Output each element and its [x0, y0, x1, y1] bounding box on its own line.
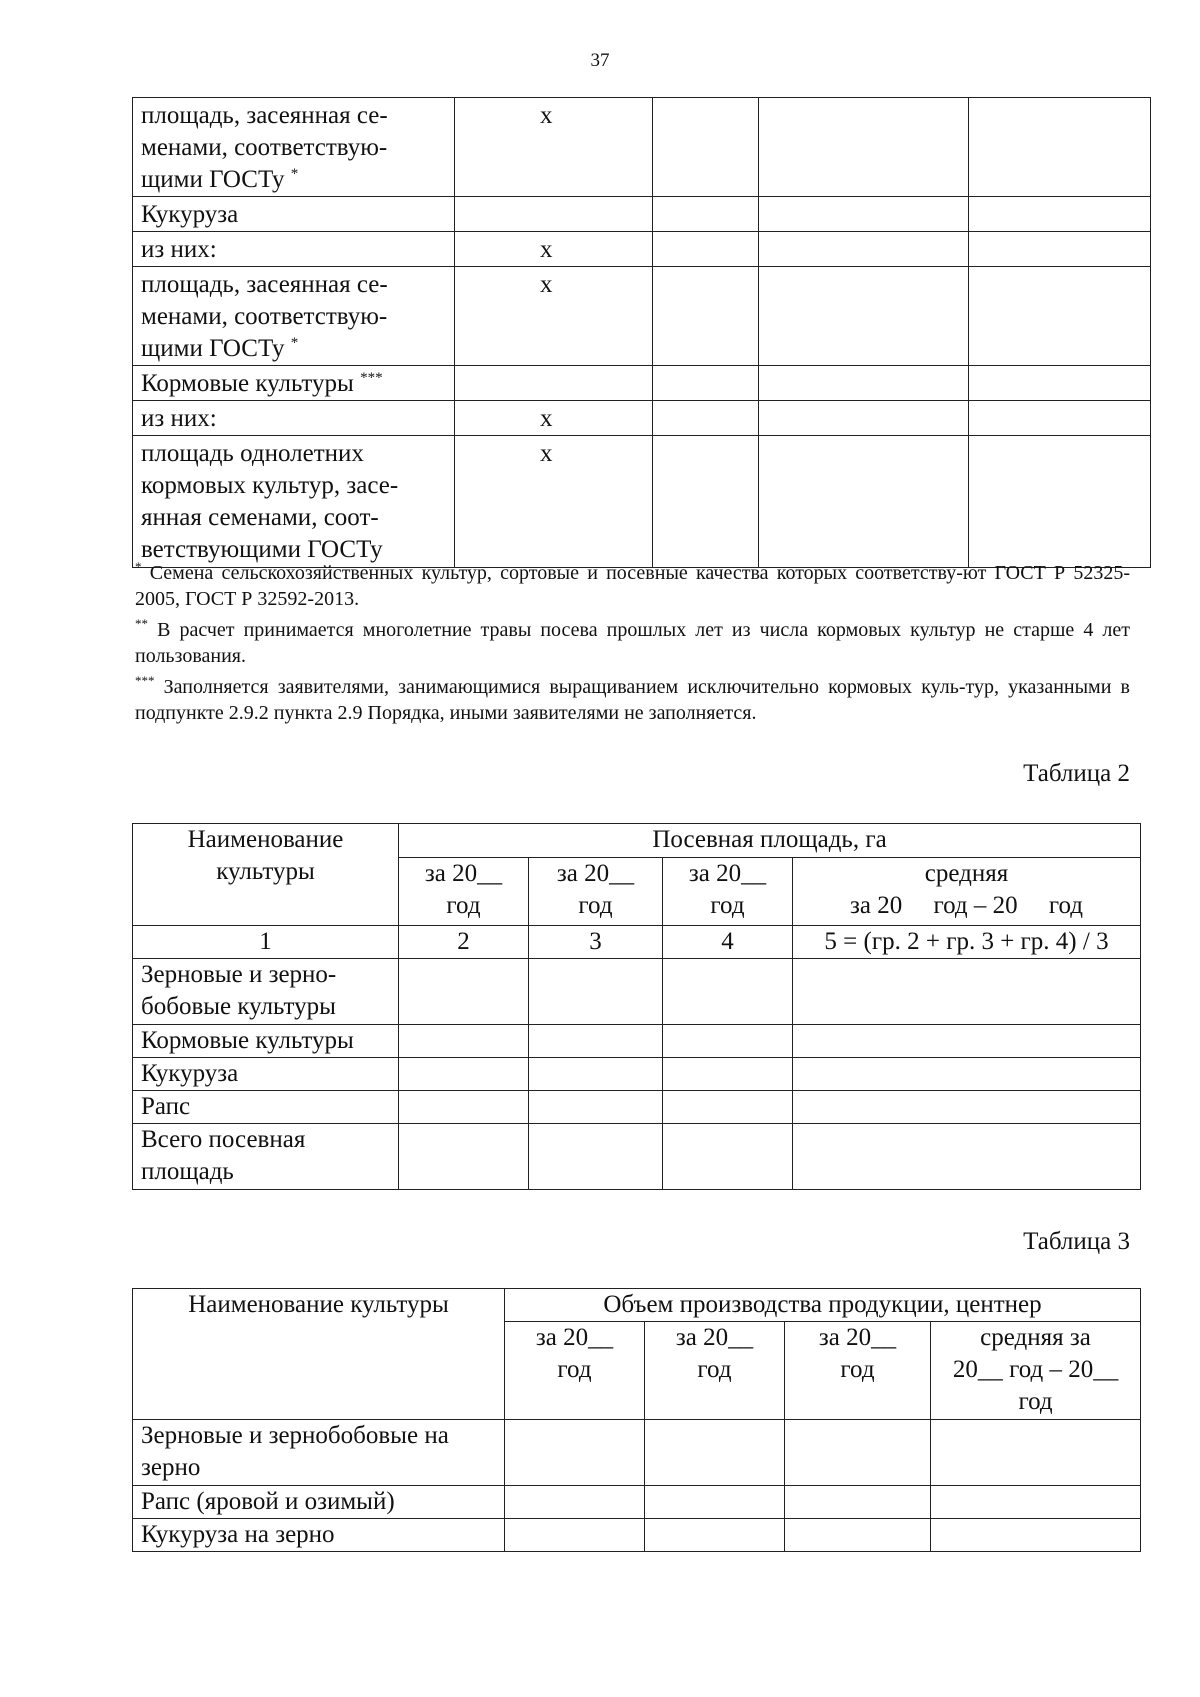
row-label: Кормовые культуры	[133, 1025, 399, 1058]
empty-cell	[653, 436, 759, 568]
empty-cell	[399, 1091, 529, 1124]
empty-cell	[969, 267, 1151, 366]
table-row	[133, 1486, 1141, 1519]
empty-cell	[969, 98, 1151, 197]
label-line: площадь, засеянная се-	[141, 271, 388, 298]
empty-cell	[663, 1058, 793, 1091]
empty-cell	[793, 1091, 1141, 1124]
cell-not-applicable: x	[455, 436, 653, 568]
footnote-mark: ***	[135, 673, 155, 688]
row-label: Рапс (яровой и озимый)	[133, 1486, 505, 1519]
empty-cell	[399, 959, 529, 1025]
label-line: щими ГОСТу *	[141, 166, 299, 193]
table-row	[133, 1025, 1141, 1058]
table-row	[133, 1058, 1141, 1091]
empty-cell	[455, 197, 653, 232]
row-label	[133, 267, 455, 366]
empty-cell	[529, 1025, 663, 1058]
empty-cell	[793, 1025, 1141, 1058]
column-header-average: средняя за 20__ год – 20__ год	[931, 1322, 1141, 1420]
footnote-2	[135, 617, 1130, 669]
column-header-year: за 20__ год	[529, 858, 663, 926]
table-header-row	[133, 1289, 1141, 1322]
empty-cell	[663, 1124, 793, 1190]
table-2-caption: Таблица 2	[1023, 760, 1130, 787]
footnote-mark: *	[290, 335, 299, 351]
empty-cell	[529, 1124, 663, 1190]
column-group-header: Посевная площадь, га	[399, 824, 1141, 858]
empty-cell	[505, 1486, 645, 1519]
table-row	[133, 1091, 1141, 1124]
table-header-row	[133, 824, 1141, 858]
header-line: культуры	[216, 858, 315, 885]
empty-cell	[529, 1091, 663, 1124]
empty-cell	[663, 1091, 793, 1124]
empty-cell	[759, 98, 969, 197]
empty-cell	[793, 1058, 1141, 1091]
page-number: 37	[590, 50, 610, 71]
row-label: Зерновые и зерно- бобовые культуры	[133, 959, 399, 1025]
label-line: янная семенами, соот-	[141, 504, 379, 531]
label-line: площадь однолетних	[141, 440, 364, 467]
footnote-mark: ***	[360, 370, 383, 386]
table-row	[133, 232, 1151, 267]
empty-cell	[399, 1058, 529, 1091]
empty-cell	[793, 959, 1141, 1025]
empty-cell	[969, 197, 1151, 232]
empty-cell	[931, 1420, 1141, 1486]
empty-cell	[653, 197, 759, 232]
empty-cell	[785, 1519, 931, 1552]
empty-cell	[645, 1420, 785, 1486]
empty-cell	[399, 1124, 529, 1190]
empty-cell	[505, 1519, 645, 1552]
empty-cell	[399, 1025, 529, 1058]
table-1	[132, 97, 1151, 568]
empty-cell	[653, 401, 759, 436]
empty-cell	[663, 959, 793, 1025]
column-number: 2	[399, 926, 529, 959]
empty-cell	[785, 1420, 931, 1486]
row-label: из них:	[133, 232, 455, 267]
column-number: 1	[133, 926, 399, 959]
cell-not-applicable: x	[455, 267, 653, 366]
empty-cell	[653, 267, 759, 366]
empty-cell	[505, 1420, 645, 1486]
empty-cell	[653, 232, 759, 267]
footnote-mark: *	[290, 166, 299, 182]
table-row	[133, 959, 1141, 1025]
empty-cell	[455, 366, 653, 401]
column-header-year: за 20__ год	[399, 858, 529, 926]
row-label: Всего посевная площадь	[133, 1124, 399, 1190]
footnote-1	[135, 560, 1130, 612]
table-row	[133, 1519, 1141, 1552]
table-2	[132, 823, 1141, 1190]
empty-cell	[759, 401, 969, 436]
cell-not-applicable: x	[455, 401, 653, 436]
label-line: щими ГОСТу *	[141, 335, 299, 362]
empty-cell	[969, 401, 1151, 436]
column-header-year: за 20__ год	[645, 1322, 785, 1420]
row-label: Кукуруза	[133, 1058, 399, 1091]
empty-cell	[969, 232, 1151, 267]
label-line: кормовых культур, засе-	[141, 472, 399, 499]
label-line: менами, соответствую-	[141, 134, 388, 161]
empty-cell	[759, 232, 969, 267]
row-label: из них:	[133, 401, 455, 436]
label-line: менами, соответствую-	[141, 303, 388, 330]
empty-cell	[645, 1519, 785, 1552]
row-label	[133, 436, 455, 568]
column-header-year: за 20__ год	[505, 1322, 645, 1420]
header-line: Наименование	[187, 826, 344, 853]
table-row	[133, 98, 1151, 197]
empty-cell	[645, 1486, 785, 1519]
empty-cell	[969, 436, 1151, 568]
label-line: площадь, засеянная се-	[141, 102, 388, 129]
row-label: Кукуруза на зерно	[133, 1519, 505, 1552]
column-header-year: за 20__ год	[663, 858, 793, 926]
table-row	[133, 401, 1151, 436]
table-3	[132, 1288, 1141, 1552]
table-row	[133, 197, 1151, 232]
footnote-text: В расчет принимается многолетние травы посева прошлых лет из числа кормовых культур не старше 4 лет пользования.	[135, 619, 1131, 667]
empty-cell	[759, 366, 969, 401]
label-line: ветствующими ГОСТу	[141, 536, 383, 563]
table-3-caption: Таблица 3	[1023, 1228, 1130, 1255]
cell-not-applicable: x	[455, 232, 653, 267]
footnote-text: Заполняется заявителями, занимающимися выращиванием исключительно кормовых куль-тур, указанными в подпункте 2.9.2 пункта 2.9 Порядка, иными заявителями не заполняется.	[135, 676, 1130, 724]
row-label: Кукуруза	[133, 197, 455, 232]
empty-cell	[793, 1124, 1141, 1190]
empty-cell	[653, 98, 759, 197]
empty-cell	[759, 197, 969, 232]
cell-not-applicable: x	[455, 98, 653, 197]
column-number: 3	[529, 926, 663, 959]
empty-cell	[931, 1519, 1141, 1552]
footnote-mark: *	[135, 559, 142, 574]
empty-cell	[759, 267, 969, 366]
column-number: 5 = (гр. 2 + гр. 3 + гр. 4) / 3	[793, 926, 1141, 959]
row-label: Рапс	[133, 1091, 399, 1124]
empty-cell	[785, 1486, 931, 1519]
table-row	[133, 1124, 1141, 1190]
column-number-row	[133, 926, 1141, 959]
row-label: Зерновые и зернобобовые на зерно	[133, 1420, 505, 1486]
footnote-3	[135, 674, 1130, 726]
row-label: Кормовые культуры ***	[133, 366, 455, 401]
empty-cell	[969, 366, 1151, 401]
footnote-mark: **	[135, 616, 148, 631]
column-header-name	[133, 824, 399, 926]
column-header-year: за 20__ год	[785, 1322, 931, 1420]
column-number: 4	[663, 926, 793, 959]
table-row	[133, 436, 1151, 568]
empty-cell	[653, 366, 759, 401]
empty-cell	[663, 1025, 793, 1058]
column-group-header: Объем производства продукции, центнер	[505, 1289, 1141, 1322]
row-label	[133, 98, 455, 197]
footnote-text: Семена сельскохозяйственных культур, сортовые и посевные качества которых соответству-ют ГОСТ Р 52325-2005, ГОСТ Р 32592-2013.	[135, 562, 1131, 610]
empty-cell	[529, 959, 663, 1025]
column-header-average: средняя за 20 год – 20 год	[793, 858, 1141, 926]
table-row	[133, 366, 1151, 401]
table-row	[133, 267, 1151, 366]
empty-cell	[931, 1486, 1141, 1519]
table-row	[133, 1420, 1141, 1486]
empty-cell	[529, 1058, 663, 1091]
column-header-name: Наименование культуры	[133, 1289, 505, 1420]
empty-cell	[759, 436, 969, 568]
